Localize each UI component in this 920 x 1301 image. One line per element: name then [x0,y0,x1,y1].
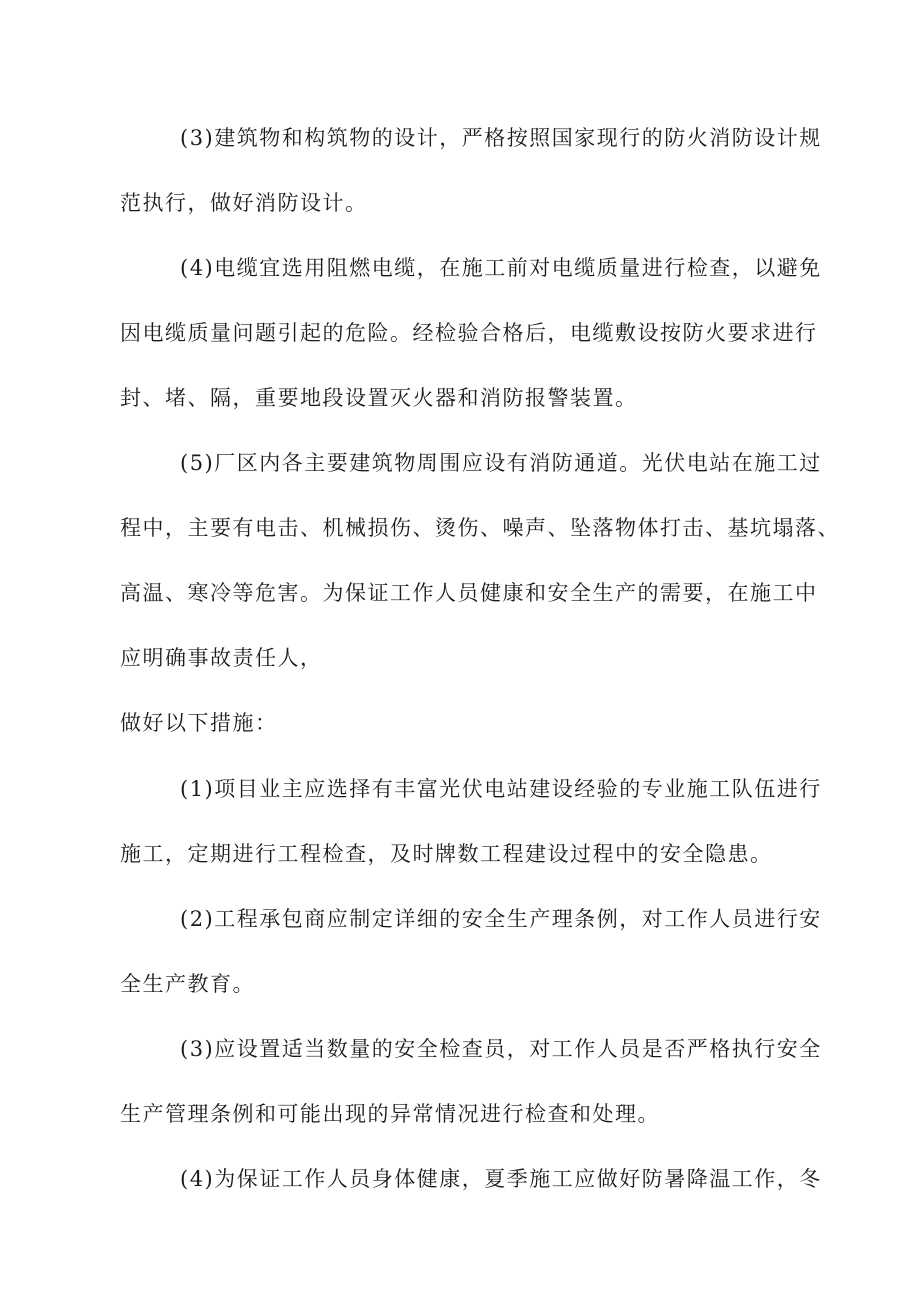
paragraph-4-line-3: 封、堵、隔，重要地段设置灭火器和消防报警装置。 [120,386,638,410]
measure-1-line-2: 施工，定期进行工程检查，及时牌数工程建设过程中的安全隐患。 [120,842,773,866]
measure-4-line-1: (4)为保证工作人员身体健康，夏季施工应做好防暑降温工作，冬 [180,1167,822,1191]
paragraph-5-line-1: (5)厂区内各主要建筑物周围应设有消防通道。光伏电站在施工过 [180,451,822,475]
paragraph-5-line-2: 程中，主要有电击、机械损伤、烫伤、噪声、坠落物体打击、基坑塌落、 [120,516,840,540]
paragraph-5-line-4: 应明确事故责任人， [120,646,323,670]
measures-heading: 做好以下措施： [120,711,278,735]
paragraph-5-line-3: 高温、寒冷等危害。为保证工作人员健康和安全生产的需要，在施工中 [120,581,818,605]
paragraph-4-line-1: (4)电缆宜选用阻燃电缆，在施工前对电缆质量进行检查，以避免 [180,256,822,280]
paragraph-3-line-2: 范执行，做好消防设计。 [120,191,368,215]
measure-2-line-1: (2)工程承包商应制定详细的安全生产理条例，对工作人员进行安 [180,907,822,931]
measure-3-line-1: (3)应设置适当数量的安全检查员，对工作人员是否严格执行安全 [180,1037,822,1061]
measure-3-line-2: 生产管理条例和可能出现的异常情况进行检查和处理。 [120,1102,660,1126]
paragraph-4-line-2: 因电缆质量问题引起的危险。经检验合格后，电缆敷设按防火要求进行 [120,321,818,345]
paragraph-3-line-1: (3)建筑物和构筑物的设计，严格按照国家现行的防火消防设计规 [180,126,822,150]
measure-1-line-1: (1)项目业主应选择有丰富光伏电站建设经验的专业施工队伍进行 [180,777,822,801]
measure-2-line-2: 全生产教育。 [120,972,255,996]
